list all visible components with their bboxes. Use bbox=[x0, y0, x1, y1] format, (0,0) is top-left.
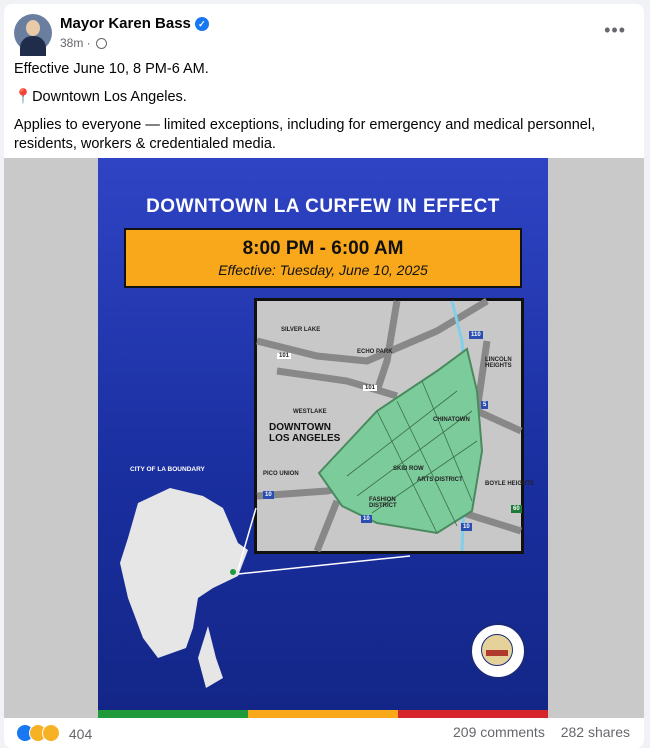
post-text bbox=[14, 60, 630, 163]
timestamp[interactable]: 38m bbox=[60, 36, 84, 50]
route-101-icon: 101 bbox=[279, 353, 290, 359]
more-options-icon[interactable]: ••• bbox=[604, 20, 626, 40]
label-skid-row: SKID ROW bbox=[393, 466, 424, 472]
stripe-green bbox=[98, 710, 248, 718]
route-5-icon: 5 bbox=[483, 402, 487, 408]
post-line-2: 📍Downtown Los Angeles. bbox=[14, 89, 187, 105]
label-silver-lake: SILVER LAKE bbox=[281, 327, 321, 333]
route-10-icon: 10 bbox=[265, 492, 272, 498]
effective-date: Effective: Tuesday, June 10, 2025 bbox=[218, 262, 428, 278]
label-lincoln-heights: LINCOLN HEIGHTS bbox=[485, 357, 512, 369]
post-image[interactable] bbox=[4, 158, 644, 718]
post-header bbox=[14, 14, 634, 54]
route-10-icon: 10 bbox=[463, 524, 470, 530]
author-name[interactable]: Mayor Karen Bass ✓ bbox=[60, 15, 209, 32]
label-boyle-heights: BOYLE HEIGHTS bbox=[485, 481, 535, 487]
avatar[interactable] bbox=[14, 14, 52, 52]
engagement-stats bbox=[441, 724, 630, 740]
label-fashion-district: FASHION DISTRICT bbox=[369, 497, 397, 509]
shares-count[interactable]: 282 shares bbox=[560, 724, 630, 740]
route-60-icon: 60 bbox=[513, 506, 520, 512]
color-stripes bbox=[98, 710, 548, 718]
wow-icon bbox=[42, 724, 60, 742]
poster-title: DOWNTOWN LA CURFEW IN EFFECT bbox=[146, 196, 500, 217]
globe-icon bbox=[96, 38, 107, 49]
reactions-summary[interactable] bbox=[16, 724, 92, 742]
curfew-poster bbox=[98, 158, 548, 718]
post-card bbox=[4, 4, 644, 748]
city-seal-logo bbox=[470, 623, 526, 679]
label-echo-park: ECHO PARK bbox=[357, 349, 393, 355]
route-110-icon: 110 bbox=[471, 332, 481, 338]
comments-count[interactable]: 209 comments bbox=[453, 724, 545, 740]
post-footer bbox=[16, 724, 630, 744]
label-westlake: WESTLAKE bbox=[293, 409, 327, 415]
label-chinatown: CHINATOWN bbox=[433, 417, 470, 423]
post-line-3: Applies to everyone — limited exceptions, including for emergency and medical personnel, residents, workers & credentialed media. bbox=[14, 117, 596, 152]
verified-icon: ✓ bbox=[195, 17, 209, 31]
post-meta: 38m · bbox=[60, 36, 107, 50]
map-title: DOWNTOWN LOS ANGELES bbox=[269, 422, 341, 444]
label-pico-union: PICO UNION bbox=[263, 471, 299, 477]
curfew-hours: 8:00 PM - 6:00 AM bbox=[242, 238, 404, 259]
post-line-1: Effective June 10, 8 PM-6 AM. bbox=[14, 61, 209, 77]
pushpin-icon: 📍 bbox=[14, 89, 33, 105]
stripe-orange bbox=[248, 710, 398, 718]
reaction-count: 404 bbox=[68, 726, 93, 742]
route-10-icon: 10 bbox=[363, 516, 370, 522]
route-101-icon: 101 bbox=[365, 385, 376, 391]
boundary-label: CITY OF LA BOUNDARY bbox=[130, 466, 205, 473]
stripe-red bbox=[398, 710, 548, 718]
label-arts-district: ARTS DISTRICT bbox=[417, 477, 463, 483]
